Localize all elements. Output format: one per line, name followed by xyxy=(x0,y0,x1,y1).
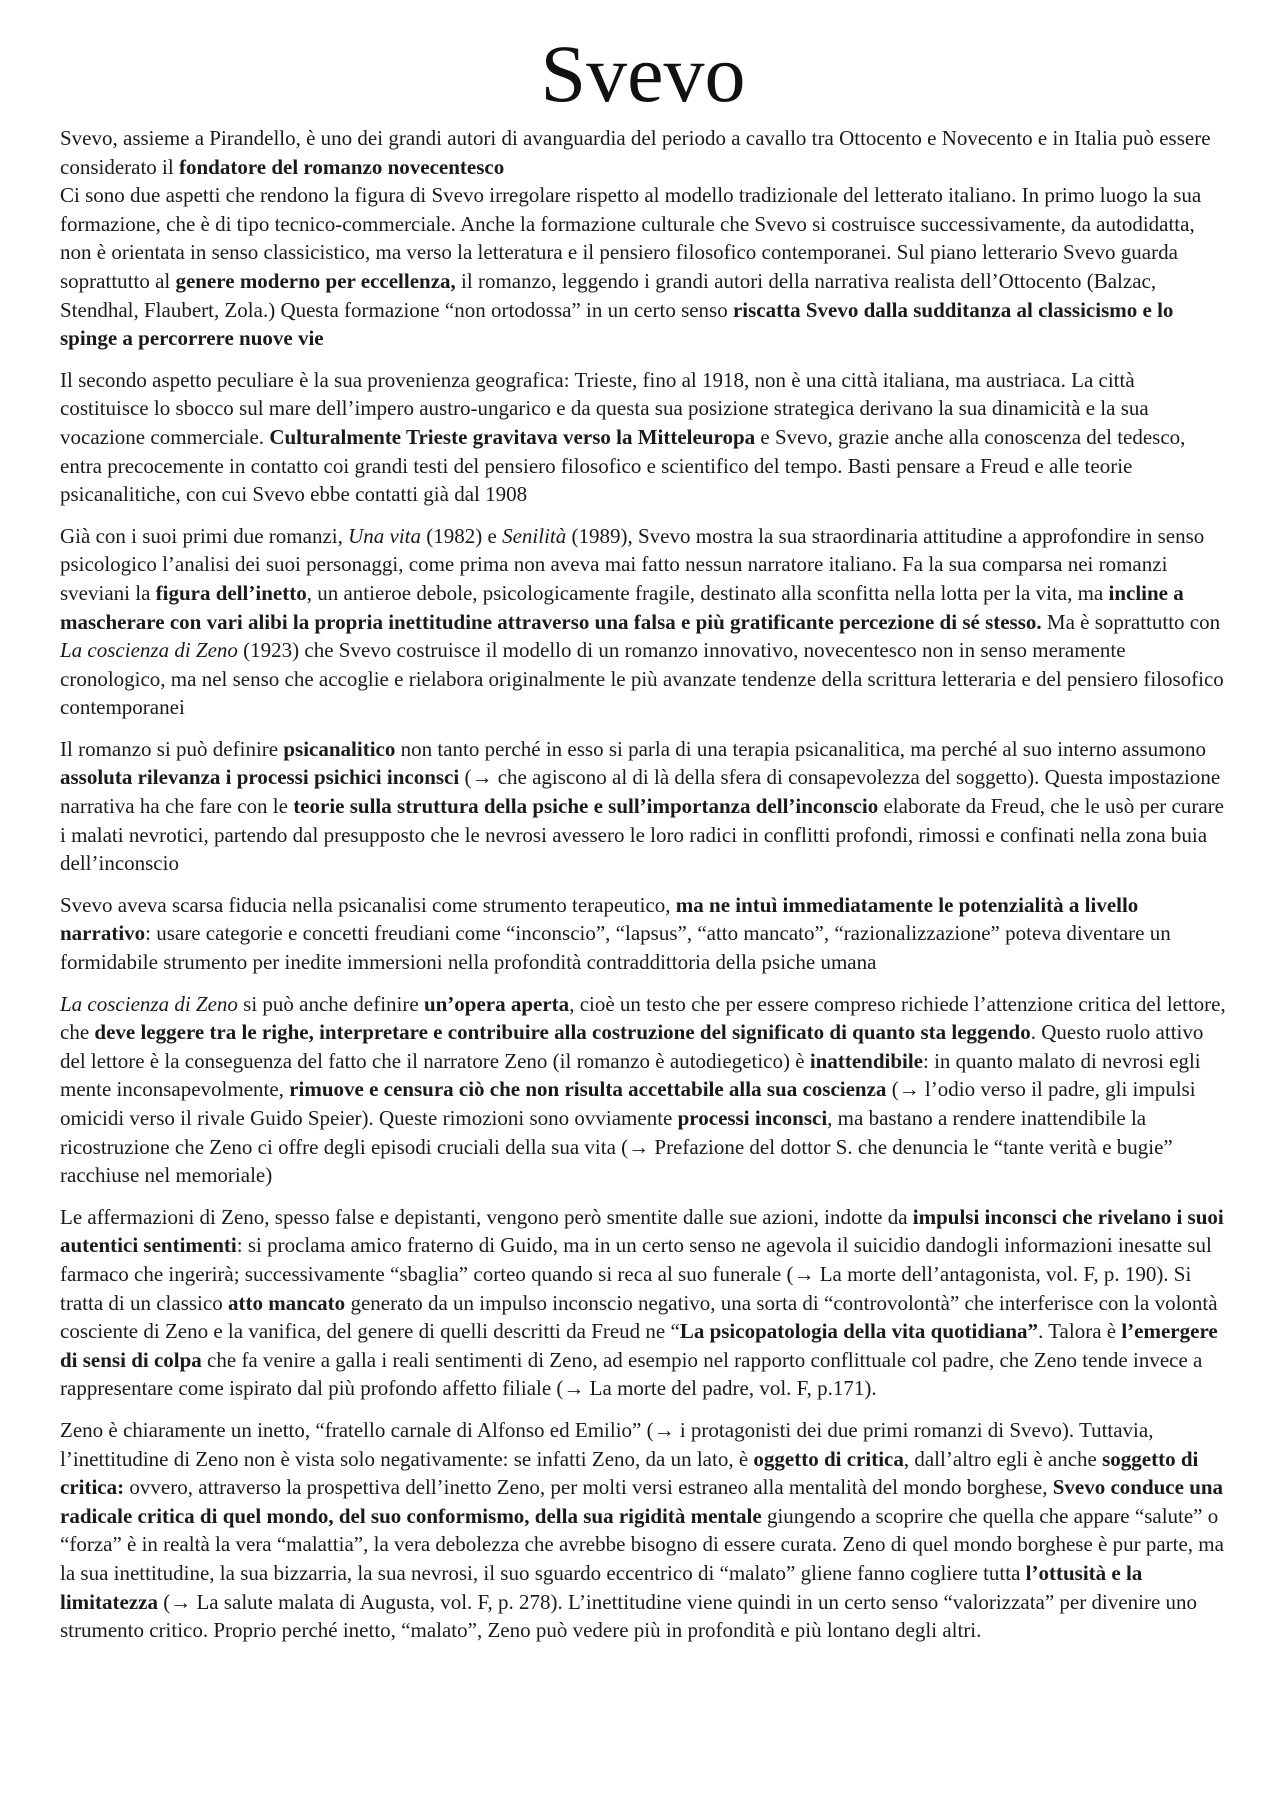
paragraph-inetto: Zeno è chiaramente un inetto, “fratello carnale di Alfonso ed Emilio” (→ i protagonisti dei due primi romanzi di Svevo). Tuttavia, l’inettitudine di Zeno non è vista solo negativamente: se infatti Zeno, da un lato, è oggetto di critica, dall’altro egli è anche soggetto di critica: ovvero, attraverso la prospettiva dell’inetto Zeno, per molti versi estraneo alla mentalità del mondo borghese, Svevo conduce una radicale critica di quel mondo, del suo conformismo, della sua rigidità mentale giungendo a scoprire che quella che appare “salute” o “forza” è in realtà la vera “malattia”, la vera debolezza che avrebbe bisogno di essere curata. Zeno di quel mondo borghese è pur parte, ma la sua inettitudine, la sua bizzarria, la sua nevrosi, il suo sguardo eccentrico di “malato” gliene fanno cogliere tutta l’ottusità e la limitatezza (→ La salute malata di Augusta, vol. F, p. 278). L’inettitudine viene quindi in un certo senso “valorizzata” per divenire uno strumento critico. Proprio perché inetto, “malato”, Zeno può vedere più in profondità e più lontano degli altri. xyxy=(60,1417,1224,1643)
paragraph-affermazioni: Le affermazioni di Zeno, spesso false e depistanti, vengono però smentite dalle sue azioni, indotte da impulsi inconsci che rivelano i suoi autentici sentimenti: si proclama amico fraterno di Guido, ma in un certo senso ne agevola il suicidio dandogli informazioni inesatte sul farmaco che ingerirà; successivamente “sbaglia” corteo quando si reca al suo funerale (→ La morte dell’antagonista, vol. F, p. 190). Si tratta di un classico atto mancato generato da un impulso inconscio negativo, una sorta di “controvolontà” che interferisce con la volontà cosciente di Zeno e la vanifica, del genere di quelli descritti da Freud ne “La psicopatologia della vita quotidiana”. Talora è l’emergere di sensi di colpa che fa venire a galla i reali sentimenti di Zeno, ad esempio nel rapporto conflittuale col padre, che Zeno tende invece a rappresentare come ispirato dal più profondo affetto filiale (→ La morte del padre, vol. F, p.171). xyxy=(60,1204,1224,1401)
paragraph-intro: Svevo, assieme a Pirandello, è uno dei grandi autori di avanguardia del periodo a cavallo tra Ottocento e Novecento e in Italia può essere considerato il fondatore del romanzo novecentesco xyxy=(60,126,1211,179)
paragraph-opera-aperta: La coscienza di Zeno si può anche definire un’opera aperta, cioè un testo che per essere compreso richiede l’attenzione critica del lettore, che deve leggere tra le righe, interpretare e contribuire alla costruzione del significato di quanto sta leggendo. Questo ruolo attivo del lettore è la conseguenza del fatto che il narratore Zeno (il romanzo è autodiegetico) è inattendibile: in quanto malato di nevrosi egli mente inconsapevolmente, rimuove e censura ciò che non risulta accettabile alla sua coscienza (→ l’odio verso il padre, gli impulsi omicidi verso il rivale Guido Speier). Queste rimozioni sono ovviamente processi inconsci, ma bastano a rendere inattendibile la ricostruzione che Zeno ci offre degli episodi cruciali della sua vita (→ Prefazione del dottor S. che denuncia le “tante verità e bugie” racchiuse nel memoriale) xyxy=(60,991,1226,1188)
paragraph-primi-romanzi: Già con i suoi primi due romanzi, Una vita (1982) e Senilità (1989), Svevo mostra la sua straordinaria attitudine a approfondire in senso psicologico l’analisi dei suoi personaggi, come prima non aveva mai fatto nessun narratore italiano. Fa la sua comparsa nei romanzi sveviani la figura dell’inetto, un antieroe debole, psicologicamente fragile, destinato alla sconfitta nella lotta per la vita, ma incline a mascherare con vari alibi la propria inettitudine attraverso una falsa e più gratificante percezione di sé stesso. Ma è soprattutto con La coscienza di Zeno (1923) che Svevo costruisce il modello di un romanzo innovativo, novecentesco non in senso meramente cronologico, ma nel senso che accoglie e rielabora originalmente le più avanzate tendenze della scrittura letteraria e del pensiero filosofico contemporanei xyxy=(60,523,1224,720)
paragraph-psicanalitico: Il romanzo si può definire psicanalitico non tanto perché in esso si parla di una terapia psicanalitica, ma perché al suo interno assumono assoluta rilevanza i processi psichici inconsci (→ che agiscono al di là della sfera di consapevolezza del soggetto). Questa impostazione narrativa ha che fare con le teorie sulla struttura della psiche e sull’importanza dell’inconscio elaborate da Freud, che le usò per curare i malati nevrotici, partendo dal presupposto che le nevrosi avessero le loro radici in conflitti profondi, rimossi e confinati nella zona buia dell’inconscio xyxy=(60,736,1224,876)
paragraph-trieste: Il secondo aspetto peculiare è la sua provenienza geografica: Trieste, fino al 1918, non è una città italiana, ma austriaca. La città costituisce lo sbocco sul mare dell’impero austro-ungarico e da questa sua posizione strategica derivano la sua dinamicità e la sua vocazione commerciale. Culturalmente Trieste gravitava verso la Mitteleuropa e Svevo, grazie anche alla conoscenza del tedesco, entra precocemente in contatto coi grandi testi del pensiero filosofico e scientifico del tempo. Basti pensare a Freud e alle teorie psicanalitiche, con cui Svevo ebbe contatti già dal 1908 xyxy=(60,367,1186,507)
paragraph-formazione: Ci sono due aspetti che rendono la figura di Svevo irregolare rispetto al modello tradizionale del letterato italiano. In primo luogo la sua formazione, che è di tipo tecnico-commerciale. Anche la formazione culturale che Svevo si costruisce successivamente, da autodidatta, non è orientata in senso classicistico, ma verso la letteratura e il pensiero filosofico contemporanei. Sul piano letterario Svevo guarda soprattutto al genere moderno per eccellenza, il romanzo, leggendo i grandi autori della narrativa realista dell’Ottocento (Balzac, Stendhal, Flaubert, Zola.) Questa formazione “non ortodossa” in un certo senso riscatta Svevo dalla sudditanza al classicismo e lo spinge a percorrere nuove vie xyxy=(60,183,1202,351)
page-title: Svevo xyxy=(540,28,746,119)
paragraph-psicanalisi: Svevo aveva scarsa fiducia nella psicanalisi come strumento terapeutico, ma ne intuì immediatamente le potenzialità a livello narrativo: usare categorie e concetti freudiani come “inconscio”, “lapsus”, “atto mancato”, “razionalizzazione” poteva diventare un formidabile strumento per inedite immersioni nella profondità contraddittoria della psiche umana xyxy=(60,892,1171,975)
